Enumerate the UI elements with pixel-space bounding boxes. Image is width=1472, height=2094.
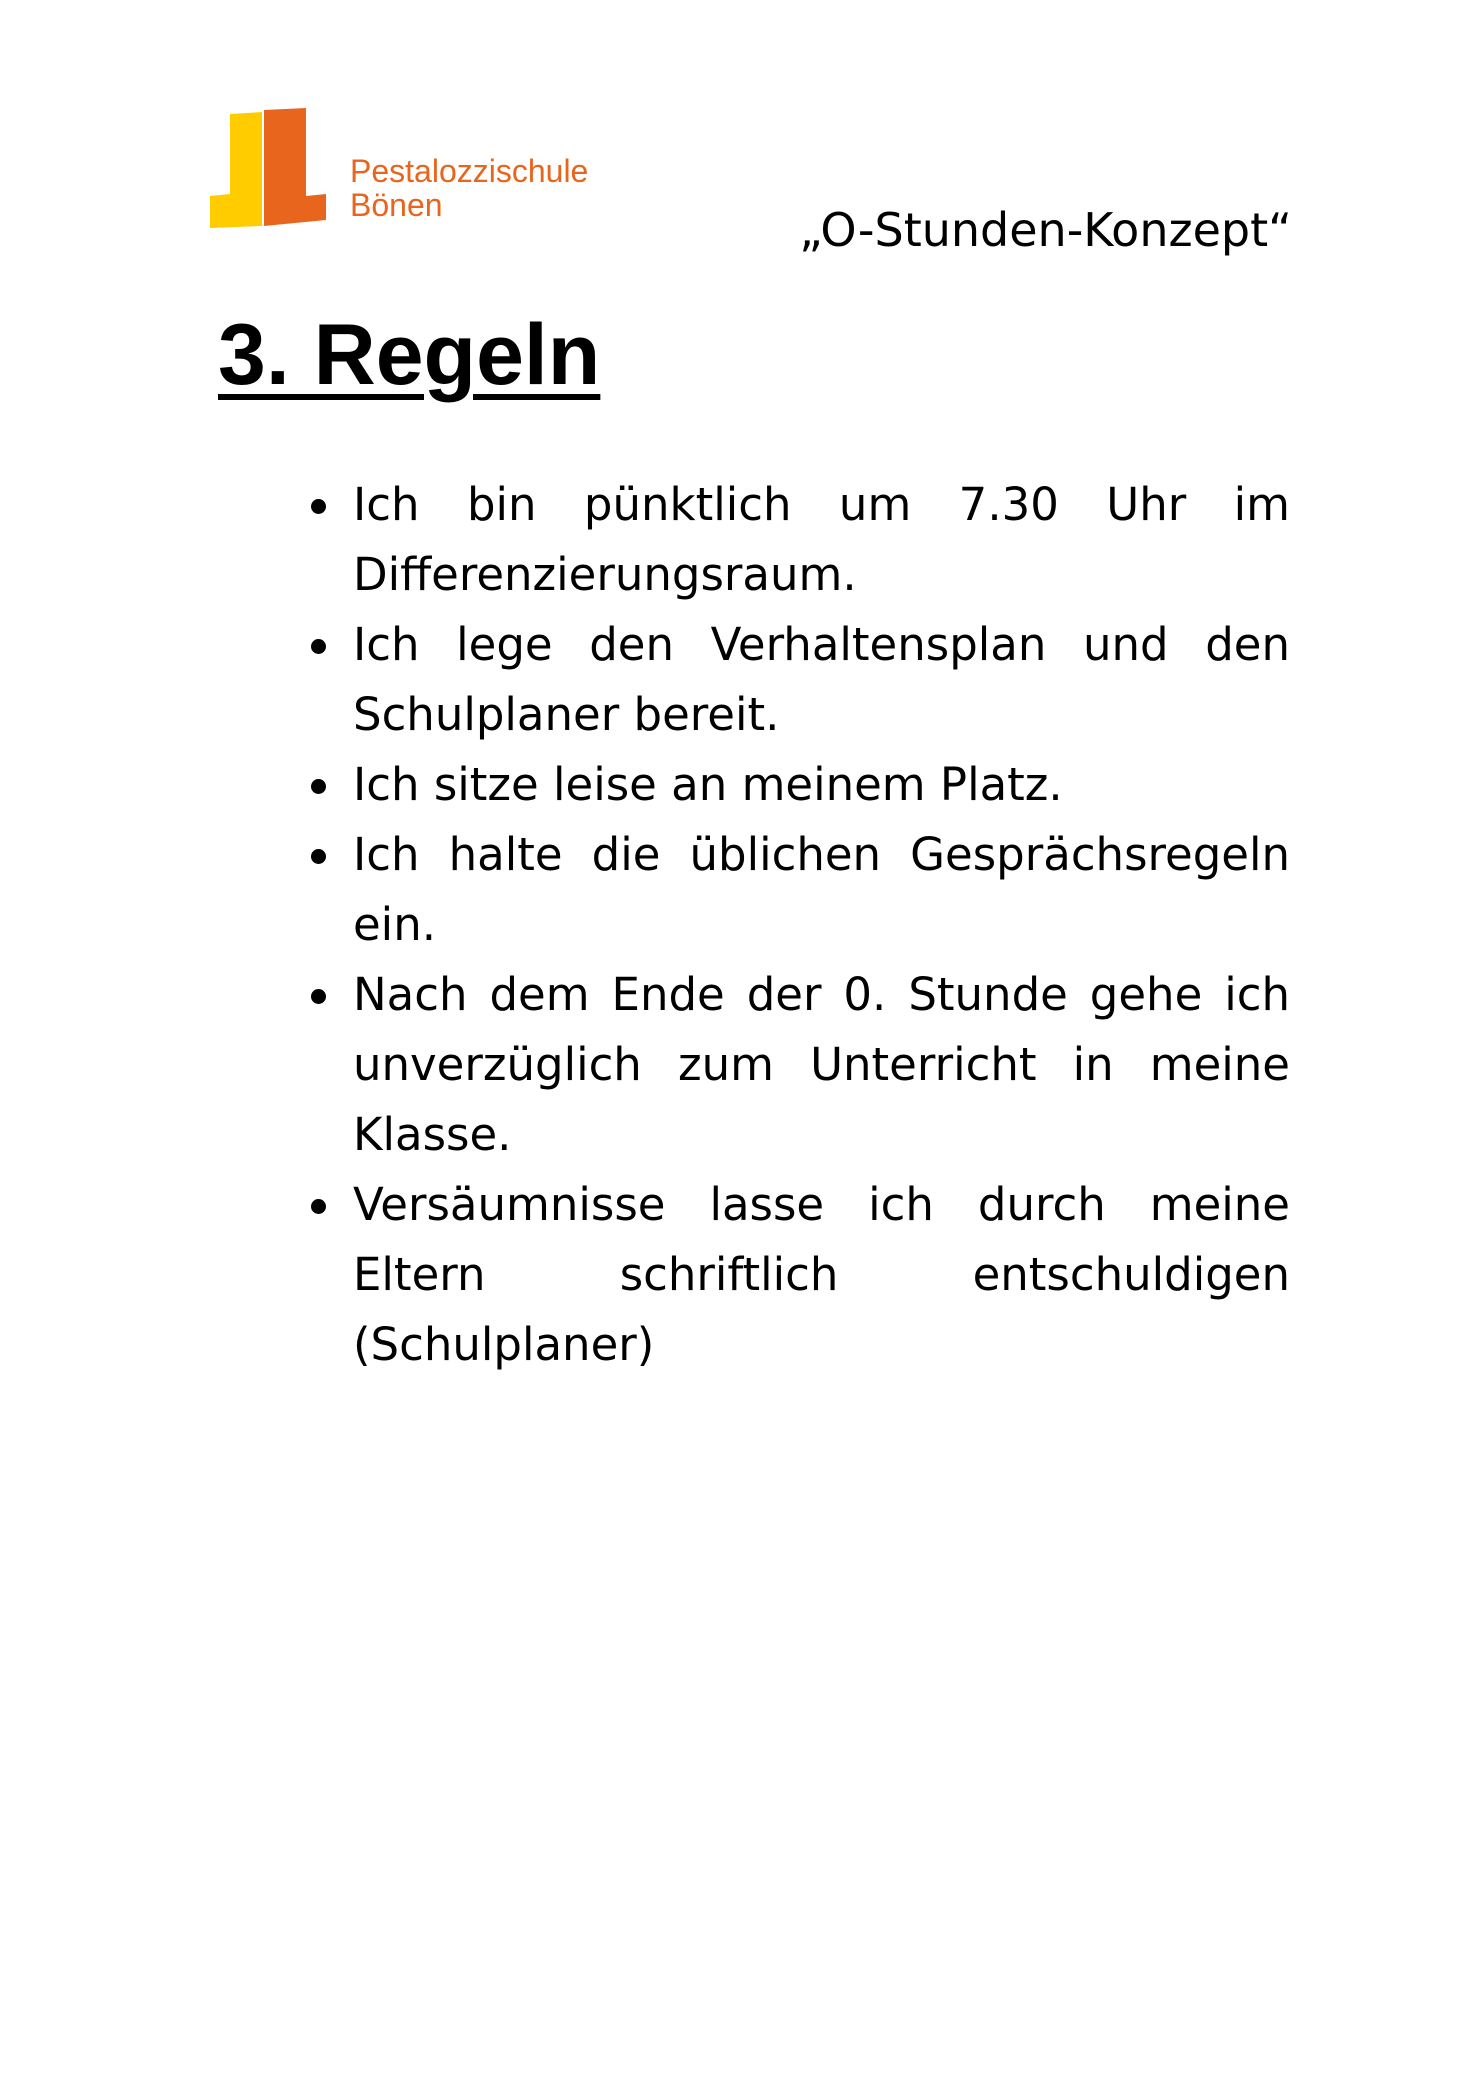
rule-text: Ich halte die üblichen Gesprächsregeln ein. (353, 828, 1290, 951)
school-name-line2: Bönen (350, 187, 443, 223)
bullet-icon (311, 849, 326, 864)
list-item (305, 470, 1290, 610)
rule-text: Ich bin pünktlich um 7.30 Uhr im Differenzierungsraum. (353, 478, 1290, 601)
bullet-icon (311, 639, 326, 654)
bullet-icon (311, 989, 326, 1004)
rule-text: Ich sitze leise an meinem Platz. (353, 758, 1063, 811)
list-item (305, 960, 1290, 1170)
list-item (305, 610, 1290, 750)
list-item (305, 750, 1290, 820)
bullet-icon (311, 499, 326, 514)
list-item (305, 1170, 1290, 1380)
bullet-icon (311, 779, 326, 794)
school-name-line1: Pestalozzischule (350, 153, 589, 189)
school-logo (210, 108, 330, 232)
document-title: „O-Stunden-Konzept“ (799, 203, 1292, 257)
section-heading: 3. Regeln (218, 307, 601, 403)
rule-text: Nach dem Ende der 0. Stunde gehe ich unverzüglich zum Unterricht in meine Klasse. (353, 968, 1290, 1161)
rule-text: Ich lege den Verhaltensplan und den Schulplaner bereit. (353, 618, 1290, 741)
list-item (305, 820, 1290, 960)
rule-text: Versäumnisse lasse ich durch meine Eltern schriftlich entschuldigen (Schulplaner) (353, 1178, 1290, 1371)
school-name (350, 154, 588, 222)
bullet-icon (311, 1199, 326, 1214)
rules-list (305, 470, 1290, 1380)
